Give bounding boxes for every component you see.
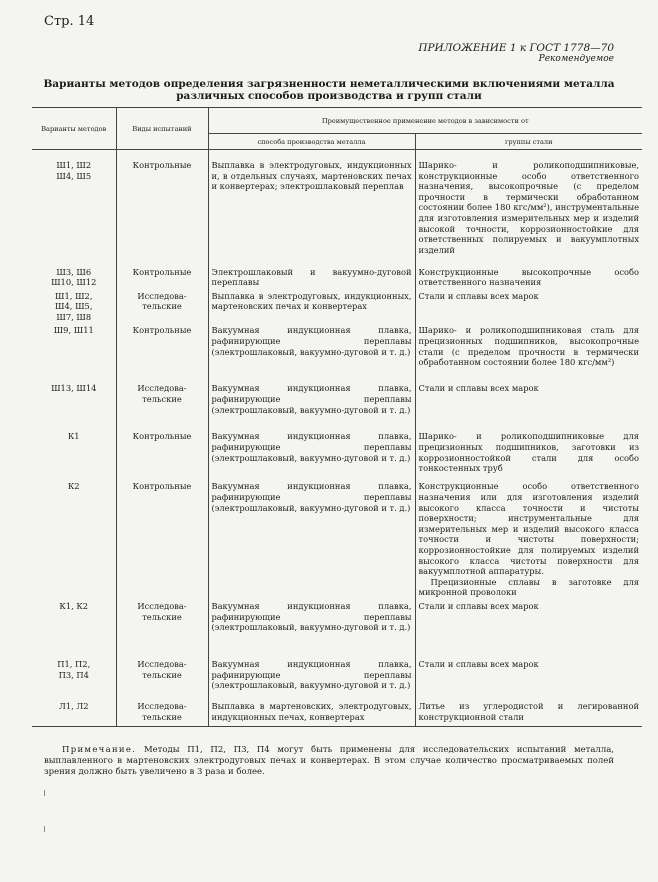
table-row: [32, 322, 642, 380]
steel-group-cell: [415, 380, 642, 428]
test-type-cell: [116, 380, 208, 428]
variant-cell-text: Ш9, Ш11: [53, 325, 94, 336]
variant-cell: [32, 380, 116, 428]
variant-cell: [32, 264, 116, 288]
test-type-cell-text: Исследова- тельские: [137, 383, 187, 405]
steel-group-cell: [415, 656, 642, 698]
production-method-cell: [208, 428, 415, 478]
variant-cell-text: К2: [67, 481, 80, 492]
table-row: [32, 698, 642, 726]
test-type-cell: [116, 478, 208, 598]
test-type-cell-text: Исследова- тельские: [137, 601, 187, 622]
test-type-cell: [116, 598, 208, 656]
production-method-cell: [208, 380, 415, 428]
production-method-cell-text: Вакуумная индукционная плавка, рафинирующие переплавы (электрошлаковый, вакуумно-дуговой и т. д.): [211, 659, 412, 691]
page-number: Стр. 14: [44, 14, 95, 29]
steel-group-cell-text: Конструкционные высокопрочные особо ответственного назначения: [418, 266, 639, 288]
title-line-1: Варианты методов определения загрязненности неметаллическими включениями металла: [43, 78, 615, 90]
test-type-cell-text: Исследова- тельские: [137, 290, 187, 312]
table-row: [32, 380, 642, 428]
production-method-cell: [208, 322, 415, 380]
test-type-cell-text: Исследова- тельские: [137, 659, 187, 680]
production-method-cell-text: Выплавка в мартеновских, электродуговых, индукционных печах, конвертерах: [211, 701, 412, 722]
table-row: [32, 656, 642, 698]
steel-group-cell: [415, 288, 642, 323]
variant-cell-text: Ш13, Ш14: [51, 383, 97, 394]
variant-cell: [32, 698, 116, 726]
table-row: [32, 428, 642, 478]
margin-mark: [44, 826, 45, 832]
table-row: [32, 288, 642, 323]
production-method-cell-text: Вакуумная индукционная плавка, рафинирующие переплавы (электрошлаковый, вакуумно-дуговой и т. д.): [211, 431, 412, 463]
test-type-cell: [116, 428, 208, 478]
production-method-cell-text: Вакуумная индукционная плавка, рафинирующие переплавы (электрошлаковый, вакуумно-дуговой и т. д.): [211, 383, 412, 415]
test-type-cell-text: Контрольные: [132, 481, 192, 492]
variant-cell: [32, 656, 116, 698]
production-method-cell: [208, 656, 415, 698]
production-method-cell-text: Вакуумная индукционная плавка, рафинирующие переплавы (электрошлаковый, вакуумно-дуговой и т. д.): [211, 325, 412, 357]
production-method-cell-text: Вакуумная индукционная плавка, рафинирующие переплавы (электрошлаковый, вакуумно-дуговой и т. д.): [211, 601, 412, 633]
steel-group-cell-text: Конструкционные особо ответственного назначения или для изготовления изделий высокого класса точности и чистоты поверхности; инструментальные для измерительных мер и изделий высокого класса точности и чистоты поверхности; коррозионностойкие для полируемых изделий высокого класса чистоты поверхности для вакуумплотной аппаратуры.: [418, 481, 639, 577]
steel-group-cell: [415, 478, 642, 598]
variant-cell-text: Ш1, Ш2 Ш4, Ш5: [56, 160, 92, 181]
steel-group-cell-text: Стали и сплавы всех марок: [418, 601, 539, 611]
methods-table: [32, 107, 642, 727]
steel-group-cell: [415, 698, 642, 726]
test-type-cell-text: Контрольные: [132, 431, 192, 442]
variant-cell: [32, 322, 116, 380]
margin-mark: [44, 790, 45, 796]
production-method-cell: [208, 150, 415, 264]
variant-cell-text: Ш3, Ш6 Ш10, Ш12: [51, 266, 97, 288]
header-method: способа производства металла: [208, 134, 415, 150]
steel-group-cell-text: Шарико- и роликоподшипниковая сталь для прецизионных подшипников, высокопрочные стали (с пределом прочности в термически обработанном состоянии более 180 кгс/мм²): [418, 325, 639, 368]
steel-group-cell-text: Литье из углеродистой и легированной конструкционной стали: [418, 701, 639, 722]
production-method-cell: [208, 264, 415, 288]
variant-cell: [32, 288, 116, 323]
variant-cell-text: Ш1, Ш2, Ш4, Ш5, Ш7, Ш8: [55, 290, 93, 322]
variant-cell-text: П1, П2, П3, П4: [57, 659, 91, 680]
test-type-cell-text: Контрольные: [132, 325, 192, 336]
production-method-cell: [208, 478, 415, 598]
variant-cell: [32, 428, 116, 478]
appendix-subtitle: Рекомендуемое: [538, 54, 614, 64]
steel-group-cell-text: Стали и сплавы всех марок: [418, 290, 539, 301]
table-row: [32, 478, 642, 598]
header-variants: Варианты методов: [32, 108, 116, 150]
steel-group-cell: [415, 264, 642, 288]
header-groups: группы стали: [415, 134, 642, 150]
test-type-cell: [116, 288, 208, 323]
table-body: [32, 150, 642, 727]
appendix-header: [418, 43, 614, 65]
test-type-cell-text: Исследова- тельские: [137, 701, 187, 722]
variant-cell-text: К1, К2: [59, 601, 89, 611]
document-title: [40, 78, 618, 102]
note-lead: Примечание.: [62, 745, 137, 755]
variant-cell: [32, 598, 116, 656]
test-type-cell: [116, 698, 208, 726]
steel-group-extra: Прецизионные сплавы в заготовке для микронной проволоки: [418, 576, 639, 598]
test-type-cell: [116, 264, 208, 288]
production-method-cell-text: Электрошлаковый и вакуумно-дуговой переплавы: [211, 266, 412, 288]
production-method-cell-text: Вакуумная индукционная плавка, рафинирующие переплавы (электрошлаковый, вакуумно-дуговой и т. д.): [211, 481, 412, 513]
steel-group-cell-text: Стали и сплавы всех марок: [418, 659, 539, 669]
steel-group-cell: [415, 150, 642, 264]
production-method-cell: [208, 598, 415, 656]
header-preferred: Преимущественное применение методов в зависимости от: [208, 108, 642, 134]
production-method-cell: [208, 288, 415, 323]
steel-group-cell: [415, 598, 642, 656]
title-line-2: различных способов производства и групп стали: [176, 90, 482, 102]
footnote: [44, 745, 614, 778]
steel-group-cell-text: Стали и сплавы всех марок: [418, 383, 539, 394]
appendix-title: ПРИЛОЖЕНИЕ 1 к ГОСТ 1778—70: [418, 42, 614, 54]
header-tests: Виды испытаний: [116, 108, 208, 150]
variant-cell: [32, 478, 116, 598]
table-row: [32, 264, 642, 288]
test-type-cell-text: Контрольные: [132, 266, 192, 277]
note-text: Методы П1, П2, П3, П4 могут быть применены для исследовательских испытаний металла, выплавленного в мартеновских электродуговых печах и конвертерах. В этом случае количество просматриваемых полей зрения должно быть увеличено в 3 раза и более.: [44, 745, 615, 777]
test-type-cell: [116, 656, 208, 698]
steel-group-cell-text: Шарико- и роликоподшипниковые для прецизионных подшипников, заготовки из коррозионностойкой стали для особо тонкостенных труб: [418, 431, 639, 474]
test-type-cell: [116, 150, 208, 264]
steel-group-cell: [415, 322, 642, 380]
production-method-cell-text: Выплавка в электродуговых, индукционных и, в отдельных случаях, мартеновских печах и конвертерах; электрошлаковый переплав: [211, 160, 412, 192]
variant-cell-text: К1: [67, 431, 80, 442]
variant-cell: [32, 150, 116, 264]
production-method-cell: [208, 698, 415, 726]
production-method-cell-text: Выплавка в электродуговых, индукционных, мартеновских печах и конвертерах: [211, 290, 412, 312]
steel-group-cell: [415, 428, 642, 478]
variant-cell-text: Л1, Л2: [58, 701, 89, 711]
test-type-cell: [116, 322, 208, 380]
table-row: [32, 598, 642, 656]
test-type-cell-text: Контрольные: [132, 160, 192, 170]
table-row: [32, 150, 642, 264]
steel-group-cell-text: Шарико- и роликоподшипниковые, конструкционные особо ответственного назначения, высокопрочные (с пределом прочности в термически обработанном состоянии более 180 кгс/мм²), инструментальные для изготовления измерительных мер и изделий высокой точности, коррозионностойкие для ответственных полируемых и вакуумплотных изделий: [418, 160, 639, 255]
